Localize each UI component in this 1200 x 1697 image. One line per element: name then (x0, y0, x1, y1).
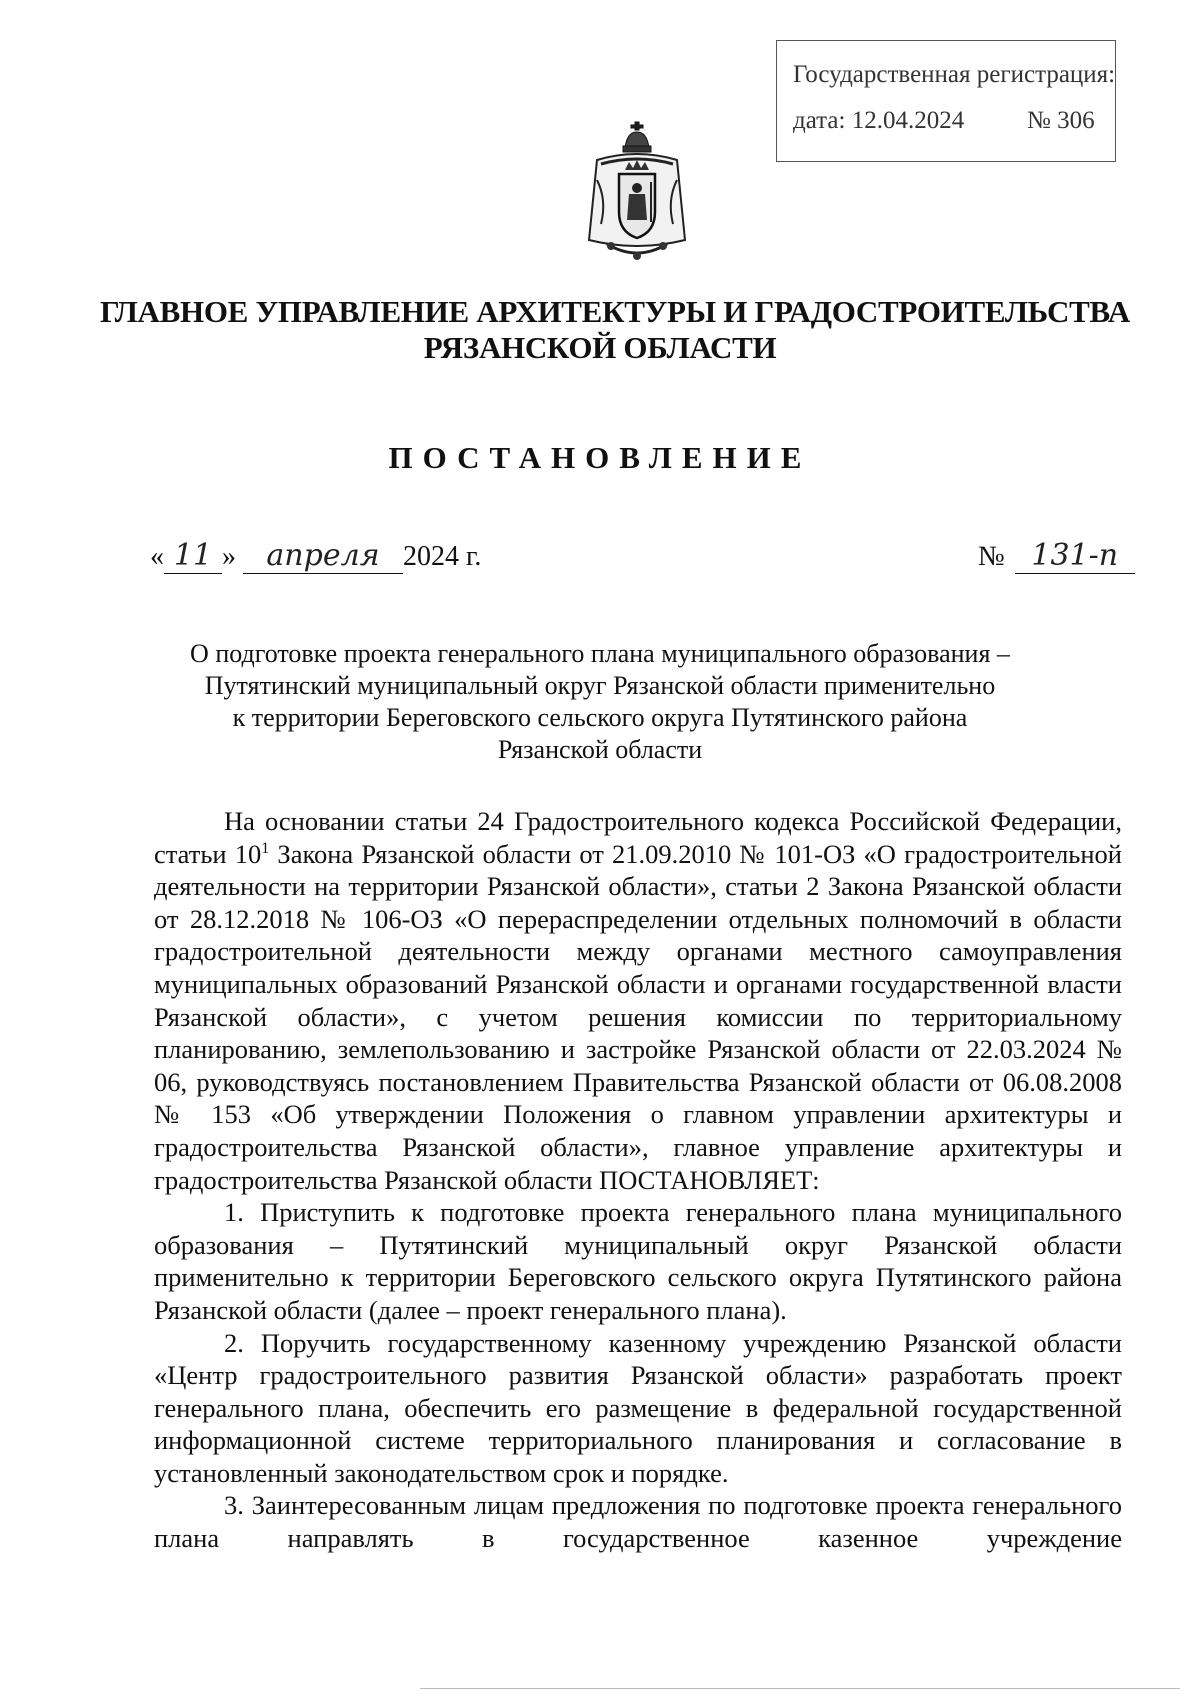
page-bottom-rule (420, 1688, 1180, 1689)
date-close-quote: » (222, 541, 236, 572)
decree-subject (150, 638, 1050, 766)
subject-line: О подготовке проекта генерального плана муниципального образования – (190, 639, 1010, 668)
subject-line: Путятинский муниципальный округ Рязанской области применительно (204, 671, 996, 700)
decree-item-1: 1. Приступить к подготовке проекта генерального плана муниципального образования – Путятинский муниципальный округ Рязанской области применительно к территории Береговского сельского округа Путятинского района Рязанской области (далее – проект генерального плана). (154, 1197, 1122, 1325)
registration-title: Государственная регистрация: (793, 61, 1116, 88)
registration-date: дата: 12.04.2024 (793, 107, 965, 134)
decree-item-3: 3. Заинтересованным лицам предложения по подготовке проекта генерального плана направлять в государственное казенное учреждение (154, 1490, 1122, 1554)
preamble-text-part1: На основании статьи 24 Градостроительного кодекса Российской Федерации, статьи 10 (154, 806, 1122, 869)
document-type-heading: ПОСТАНОВЛЕНИЕ (388, 440, 812, 475)
coat-of-arms-icon (567, 120, 727, 268)
decree-item-2: 2. Поручить государственному казенному учреждению Рязанской области «Центр градостроительного развития Рязанской области» разработать проект генерального плана, обеспечить его размещение в федеральной государственной информационной системе территориального планирования и согласование в установленный законодательством срок и порядке. (154, 1327, 1122, 1488)
registration-stamp (776, 40, 1116, 162)
date-open-quote: « (150, 541, 164, 572)
preamble-superscript: 1 (261, 839, 270, 857)
preamble-paragraph (154, 805, 1122, 1196)
organization-title-line2: РЯЗАНСКОЙ ОБЛАСТИ (423, 330, 777, 365)
date-day-handwritten: 11 (164, 538, 222, 574)
decree-date (150, 538, 481, 574)
registration-number: № 306 (1027, 107, 1095, 134)
decree-number (978, 538, 1135, 574)
subject-line: к территории Береговского сельского округа Путятинского района (232, 703, 968, 732)
decree-body (154, 805, 1122, 1555)
organization-title-line1: ГЛАВНОЕ УПРАВЛЕНИЕ АРХИТЕКТУРЫ И ГРАДОСТРОИТЕЛЬСТВА (100, 294, 1131, 329)
date-month-handwritten: апреля (243, 538, 403, 574)
preamble-text-part2: Закона Рязанской области от 21.09.2010 № 101-ОЗ «О градостроительной деятельности на территории Рязанской области», статьи 2 Закона Рязанской области от 28.12.2018 № 106-ОЗ «О перераспределении отдельных полномочий в области градостроительной деятельности между органами местного самоуправления муниципальных образований Рязанской области и органами государственной власти Рязанской области», с учетом решения комиссии по территориальному планированию, землепользованию и застройке Рязанской области от 22.03.2024 № 06, руководствуясь постановлением Правительства Рязанской области от 06.08.2008 № 153 «Об утверждении Положения о главном управлении архитектуры и градостроительства Рязанской области», главное управление архитектуры и градостроительства Рязанской области ПОСТАНОВЛЯЕТ: (154, 838, 1122, 1195)
decree-number-label: № (978, 541, 1005, 572)
subject-line: Рязанской области (497, 735, 703, 764)
date-year: 2024 г. (403, 541, 482, 572)
decree-number-handwritten: 131-п (1015, 538, 1135, 574)
